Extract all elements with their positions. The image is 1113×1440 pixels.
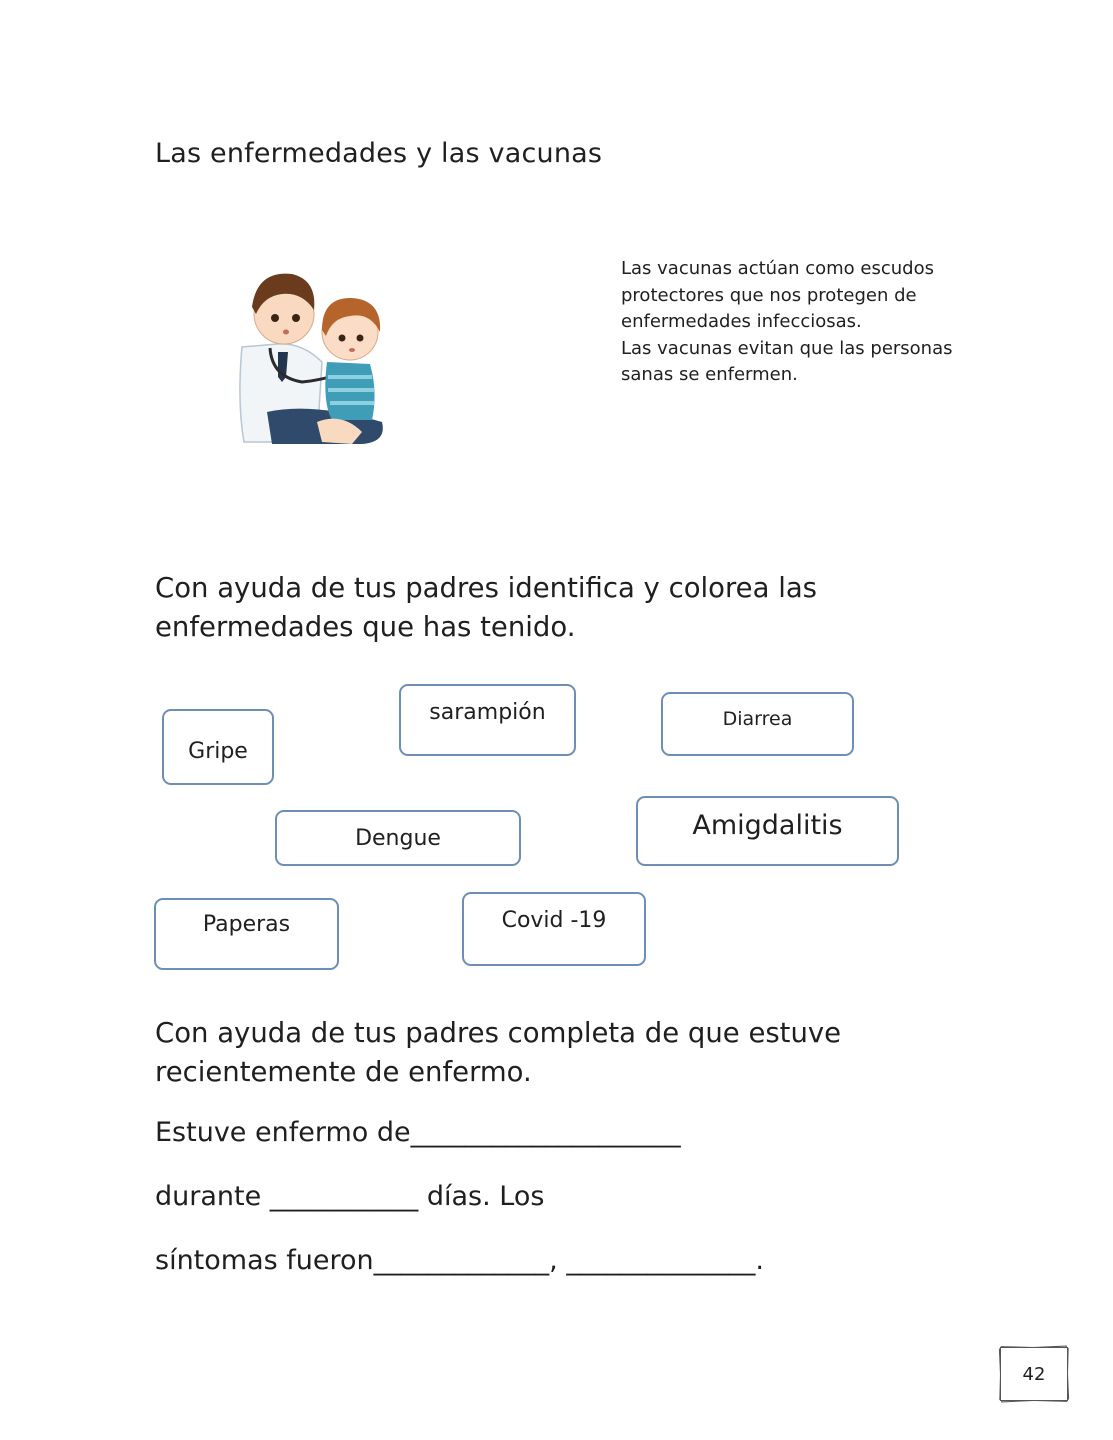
fill-line-illness[interactable]: Estuve enfermo de____________________	[155, 1117, 681, 1148]
info-line: protectores que nos protegen de	[621, 284, 917, 306]
instruction-line: enfermedades que has tenido.	[155, 611, 576, 643]
fill-line-symptoms[interactable]: síntomas fueron_____________, ______________.	[155, 1245, 764, 1276]
disease-box-sarampion[interactable]	[399, 684, 576, 756]
info-line: sanas se enfermen.	[621, 364, 798, 385]
disease-label: Covid -19	[501, 908, 607, 933]
instruction-identify	[155, 569, 955, 647]
disease-label: sarampión	[429, 700, 546, 725]
disease-box-dengue[interactable]	[275, 810, 521, 866]
disease-label: Amigdalitis	[692, 810, 843, 841]
instruction-line: recientemente de enfermo.	[155, 1056, 532, 1088]
disease-box-amigdalitis[interactable]	[636, 796, 899, 866]
info-line: enfermedades infecciosas.	[621, 311, 862, 332]
disease-label: Dengue	[355, 825, 441, 851]
disease-box-diarrea[interactable]	[661, 692, 854, 756]
fill-line-days[interactable]: durante ___________ días. Los	[155, 1181, 545, 1212]
instruction-complete	[155, 1014, 955, 1092]
page-number-badge	[1000, 1347, 1068, 1401]
disease-label: Gripe	[188, 738, 248, 764]
disease-box-gripe[interactable]	[162, 709, 274, 785]
disease-label: Paperas	[202, 912, 291, 937]
page-number: 42	[1000, 1347, 1068, 1401]
disease-box-covid[interactable]	[462, 892, 646, 966]
vaccine-info-text	[621, 256, 957, 389]
disease-label: Diarrea	[722, 708, 793, 730]
disease-box-paperas[interactable]	[154, 898, 339, 970]
doctor-child-illustration	[222, 252, 397, 452]
info-line: Las vacunas evitan que las personas	[621, 337, 953, 359]
page-title: Las enfermedades y las vacunas	[155, 138, 603, 169]
info-line: Las vacunas actúan como escudos	[621, 258, 934, 279]
instruction-line: Con ayuda de tus padres identifica y colorea las	[155, 572, 818, 604]
instruction-line: Con ayuda de tus padres completa de que estuve	[155, 1017, 842, 1049]
